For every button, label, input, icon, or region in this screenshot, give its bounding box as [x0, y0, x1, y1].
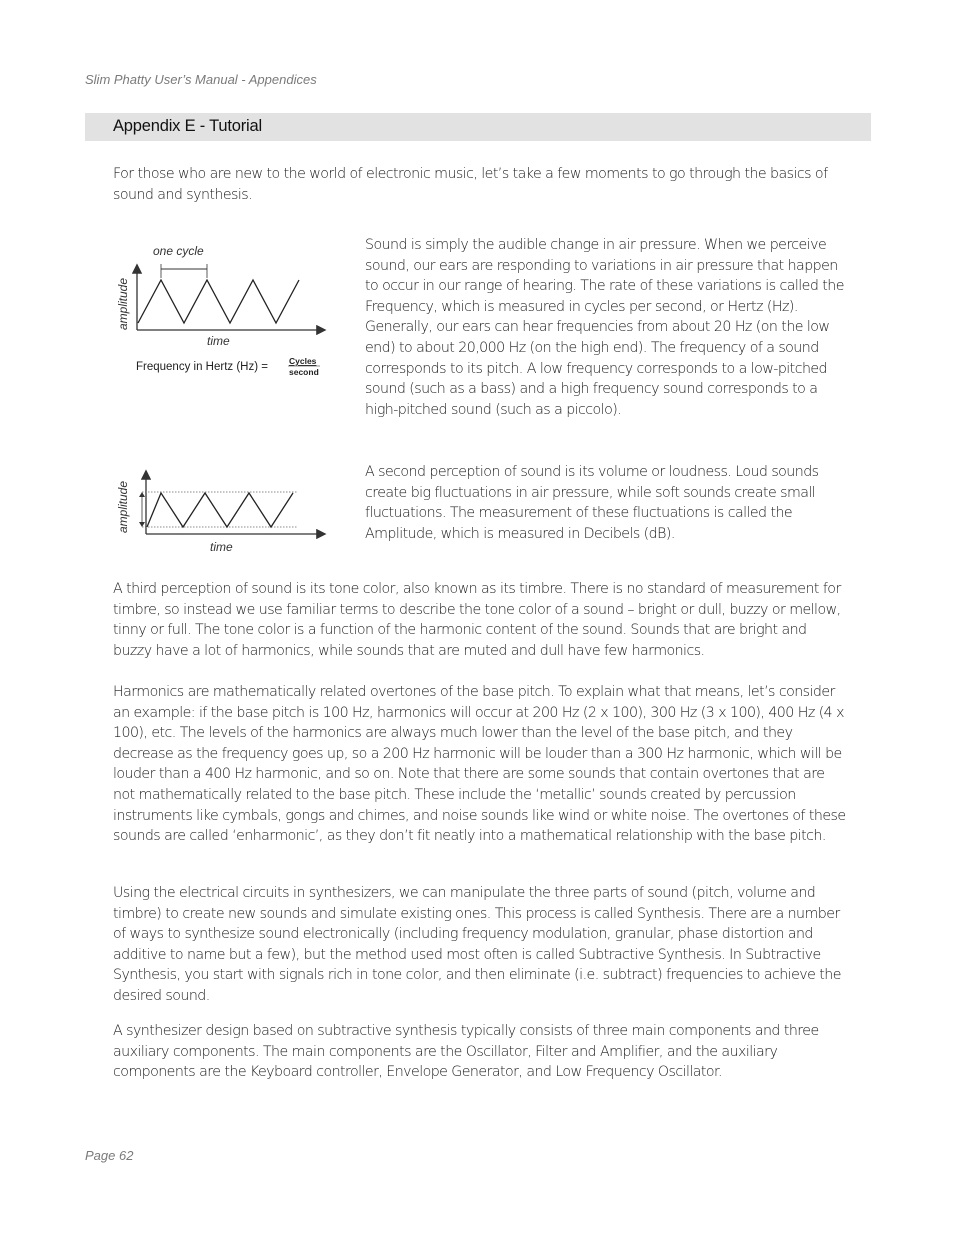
synthesis-paragraph: Using the electrical circuits in synthesizers, we can manipulate the three parts of sound (pitch, volume and timbre) to create new sounds and simulate existing ones. This process is called Synthesis. There are a number of ways to synthesize sound electronically (including frequency modulation, granular, phase distortion and additive to name but a few), but the method used most often is called Subtractive Synthesis. In Subtractive Synthesis, you start with signals rich in tone color, and then eliminate (i.e. subtract) frequencies to achieve the desired sound. [113, 885, 841, 1004]
waveform [147, 493, 293, 527]
x-axis-label: time [210, 540, 233, 554]
section-heading-bar [85, 113, 871, 141]
frequency-paragraph: Sound is simply the audible change in air pressure. When we perceive sound, our ears are responding to variations in air pressure that happen to occur in our range of hearing. The rate of these variations is called the Frequency, which is measured in cycles per second, or Hertz (Hz). Generally, our ears can hear frequencies from about 20 Hz (on the low end) to about 20,000 Hz (on the high end). The frequency of a sound corresponds to its pitch. A low frequency corresponds to a low-pitched sound (such as a bass) and a high frequency sound corresponds to a high-pitched sound (such as a piccolo). [365, 237, 844, 418]
cycle-label: one cycle [153, 244, 204, 258]
amplitude-diagram [110, 466, 335, 558]
timbre-paragraph: A third perception of sound is its tone color, also known as its timbre. There is no standard of measurement for timbre, so instead we use familiar terms to describe the tone color of a sound – bright or dull, buzzy or mellow, tinny or full. The tone color is a function of the harmonic content of the sound. Sounds that are bright and buzzy have a lot of harmonics, while sounds that are muted and dull have few harmonics. [113, 581, 841, 659]
formula-numerator: Cycles [289, 356, 317, 366]
y-axis-label: amplitude [116, 480, 130, 533]
running-header: Slim Phatty User’s Manual - Appendices [85, 72, 317, 87]
harmonics-paragraph: Harmonics are mathematically related overtones of the base pitch. To explain what that means, let’s consider an example: if the base pitch is 100 Hz, harmonics will occur at 200 Hz (2 x 100), 300 Hz (3 x 100), 400 Hz (4 x 100), etc. The levels of the harmonics are always much lower than the level of the base pitch, and they decrease as the frequency goes up, so a 200 Hz harmonic will be louder than a 300 Hz harmonic, which will be louder than a 400 Hz harmonic, and so on. Note that there are some sounds that contain overtones that are not mathematically related to the base pitch. These include the ‘metallic’ sounds created by percussion instruments like cymbals, gongs and chimes, and noise sounds like wind or white noise. The overtones of these sounds are called ‘enharmonic’, as they don’t fit neatly into a mathematical relationship with the base pitch. [113, 684, 846, 845]
formula-denominator: second [289, 367, 319, 377]
waveform [138, 280, 299, 323]
page-number: Page 62 [85, 1148, 134, 1163]
formula-text: Frequency in Hertz (Hz) = [136, 361, 268, 373]
x-axis-label: time [207, 334, 230, 348]
y-axis-label: amplitude [116, 277, 130, 330]
components-paragraph: A synthesizer design based on subtractive synthesis typically consists of three main components and three auxiliary components. The main components are the Oscillator, Filter and Amplifier, and the auxiliary components are the Keyboard controller, Envelope Generator, and Low Frequency Oscillator. [113, 1023, 819, 1081]
section-title: Appendix E - Tutorial [113, 117, 262, 135]
frequency-diagram [110, 238, 335, 380]
amplitude-paragraph: A second perception of sound is its volume or loudness. Loud sounds create big fluctuations in air pressure, while soft sounds create small fluctuations. The measurement of these fluctuations is called the Amplitude, which is measured in Decibels (dB). [365, 464, 819, 542]
intro-paragraph: For those who are new to the world of electronic music, let’s take a few moments to go through the basics of sound and synthesis. [113, 166, 828, 203]
